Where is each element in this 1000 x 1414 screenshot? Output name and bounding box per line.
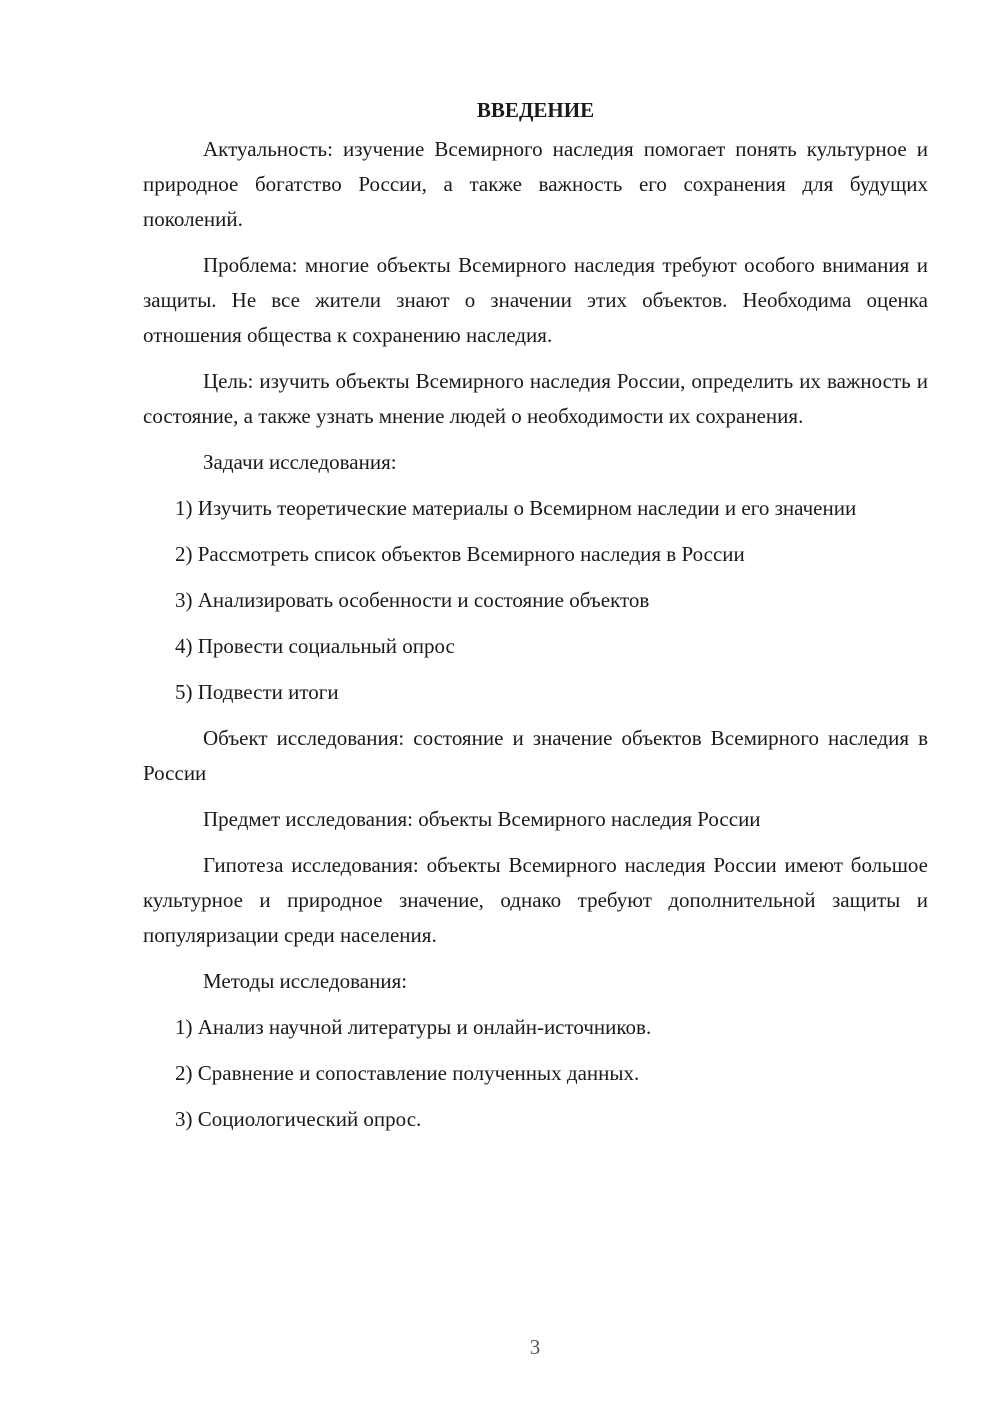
paragraph-relevance: Актуальность: изучение Всемирного наследия помогает понять культурное и природное богатство России, а также важность его сохранения для будущих поколений. — [143, 137, 928, 231]
task-item: 1) Изучить теоретические материалы о Всемирном наследии и его значении — [175, 496, 857, 520]
tasks-heading: Задачи исследования: — [203, 450, 397, 474]
paragraph-subject: Предмет исследования: объекты Всемирного наследия России — [203, 807, 761, 831]
page-number: 3 — [529, 1335, 541, 1359]
task-item: 3) Анализировать особенности и состояние объектов — [175, 588, 650, 612]
task-item: 5) Подвести итоги — [175, 680, 339, 704]
task-item: 2) Рассмотреть список объектов Всемирного наследия в России — [175, 542, 745, 566]
section-heading: ВВЕДЕНИЕ — [476, 98, 595, 122]
task-item: 4) Провести социальный опрос — [175, 634, 455, 658]
page-content — [143, 93, 928, 1148]
method-item: 1) Анализ научной литературы и онлайн-источников. — [175, 1015, 652, 1039]
method-item: 3) Социологический опрос. — [175, 1107, 422, 1131]
paragraph-problem: Проблема: многие объекты Всемирного наследия требуют особого внимания и защиты. Не все жители знают о значении этих объектов. Необходима оценка отношения общества к сохранению наследия. — [143, 253, 928, 347]
paragraph-goal: Цель: изучить объекты Всемирного наследия России, определить их важность и состояние, а также узнать мнение людей о необходимости их сохранения. — [143, 369, 928, 428]
paragraph-object: Объект исследования: состояние и значение объектов Всемирного наследия в России — [143, 726, 928, 785]
paragraph-hypothesis: Гипотеза исследования: объекты Всемирного наследия России имеют большое культурное и природное значение, однако требуют дополнительной защиты и популяризации среди населения. — [143, 853, 928, 947]
method-item: 2) Сравнение и сопоставление полученных данных. — [175, 1061, 640, 1085]
methods-heading: Методы исследования: — [203, 969, 408, 993]
